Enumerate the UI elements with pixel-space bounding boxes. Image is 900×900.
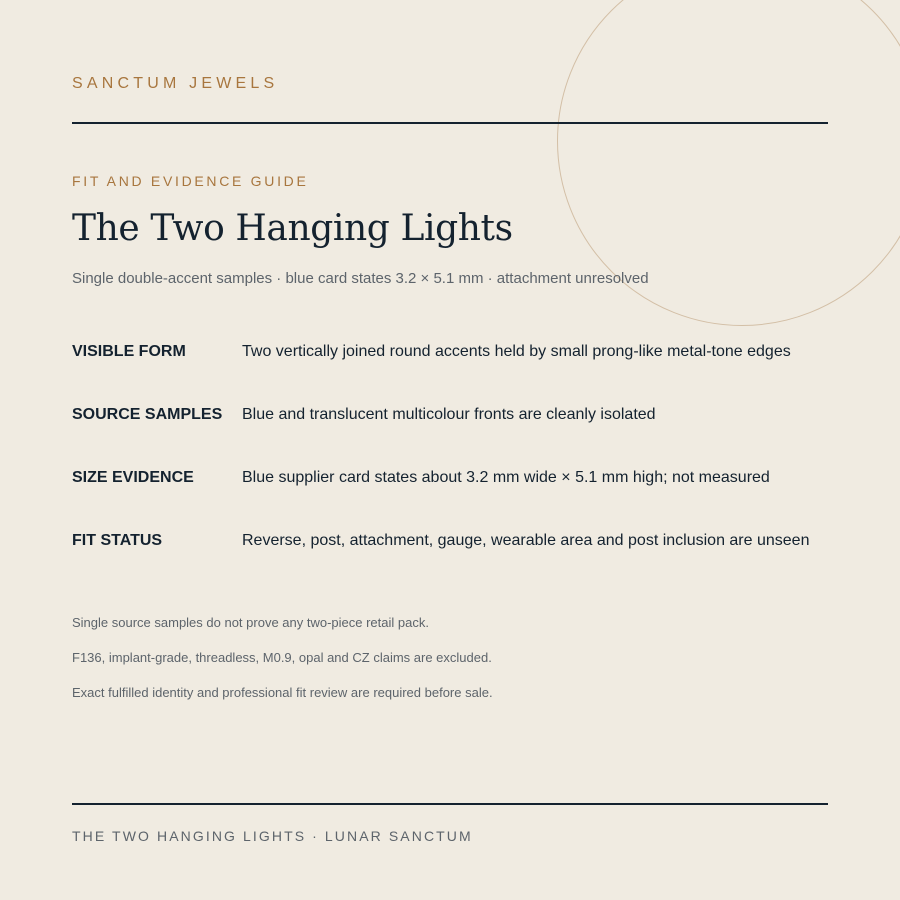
spec-label: FIT STATUS bbox=[72, 532, 163, 549]
spec-label: VISIBLE FORM bbox=[72, 343, 186, 360]
disclaimer-note: F136, implant-grade, threadless, M0.9, opal and CZ claims are excluded. bbox=[72, 650, 492, 665]
header-divider bbox=[72, 122, 828, 124]
spec-row-visible-form bbox=[72, 343, 832, 365]
spec-value: Reverse, post, attachment, gauge, wearable area and post inclusion are unseen bbox=[242, 532, 810, 549]
spec-value: Blue and translucent multicolour fronts are cleanly isolated bbox=[242, 406, 656, 423]
disclaimer-note: Single source samples do not prove any two-piece retail pack. bbox=[72, 615, 429, 630]
footer-text: THE TWO HANGING LIGHTS · LUNAR SANCTUM bbox=[72, 828, 473, 844]
footer-divider bbox=[72, 803, 828, 805]
spec-label: SOURCE SAMPLES bbox=[72, 406, 223, 423]
spec-row-source-samples bbox=[72, 406, 832, 428]
spec-row-fit-status bbox=[72, 532, 832, 554]
section-eyebrow: FIT AND EVIDENCE GUIDE bbox=[72, 173, 309, 189]
spec-value: Two vertically joined round accents held by small prong-like metal-tone edges bbox=[242, 343, 791, 360]
spec-label: SIZE EVIDENCE bbox=[72, 469, 194, 486]
spec-value: Blue supplier card states about 3.2 mm wide × 5.1 mm high; not measured bbox=[242, 469, 770, 486]
spec-row-size-evidence bbox=[72, 469, 832, 491]
page-subtitle: Single double-accent samples · blue card states 3.2 × 5.1 mm · attachment unresolved bbox=[72, 270, 649, 287]
disclaimer-note: Exact fulfilled identity and professional fit review are required before sale. bbox=[72, 685, 493, 700]
brand-name: SANCTUM JEWELS bbox=[72, 75, 279, 92]
page-title: The Two Hanging Lights bbox=[72, 208, 513, 249]
